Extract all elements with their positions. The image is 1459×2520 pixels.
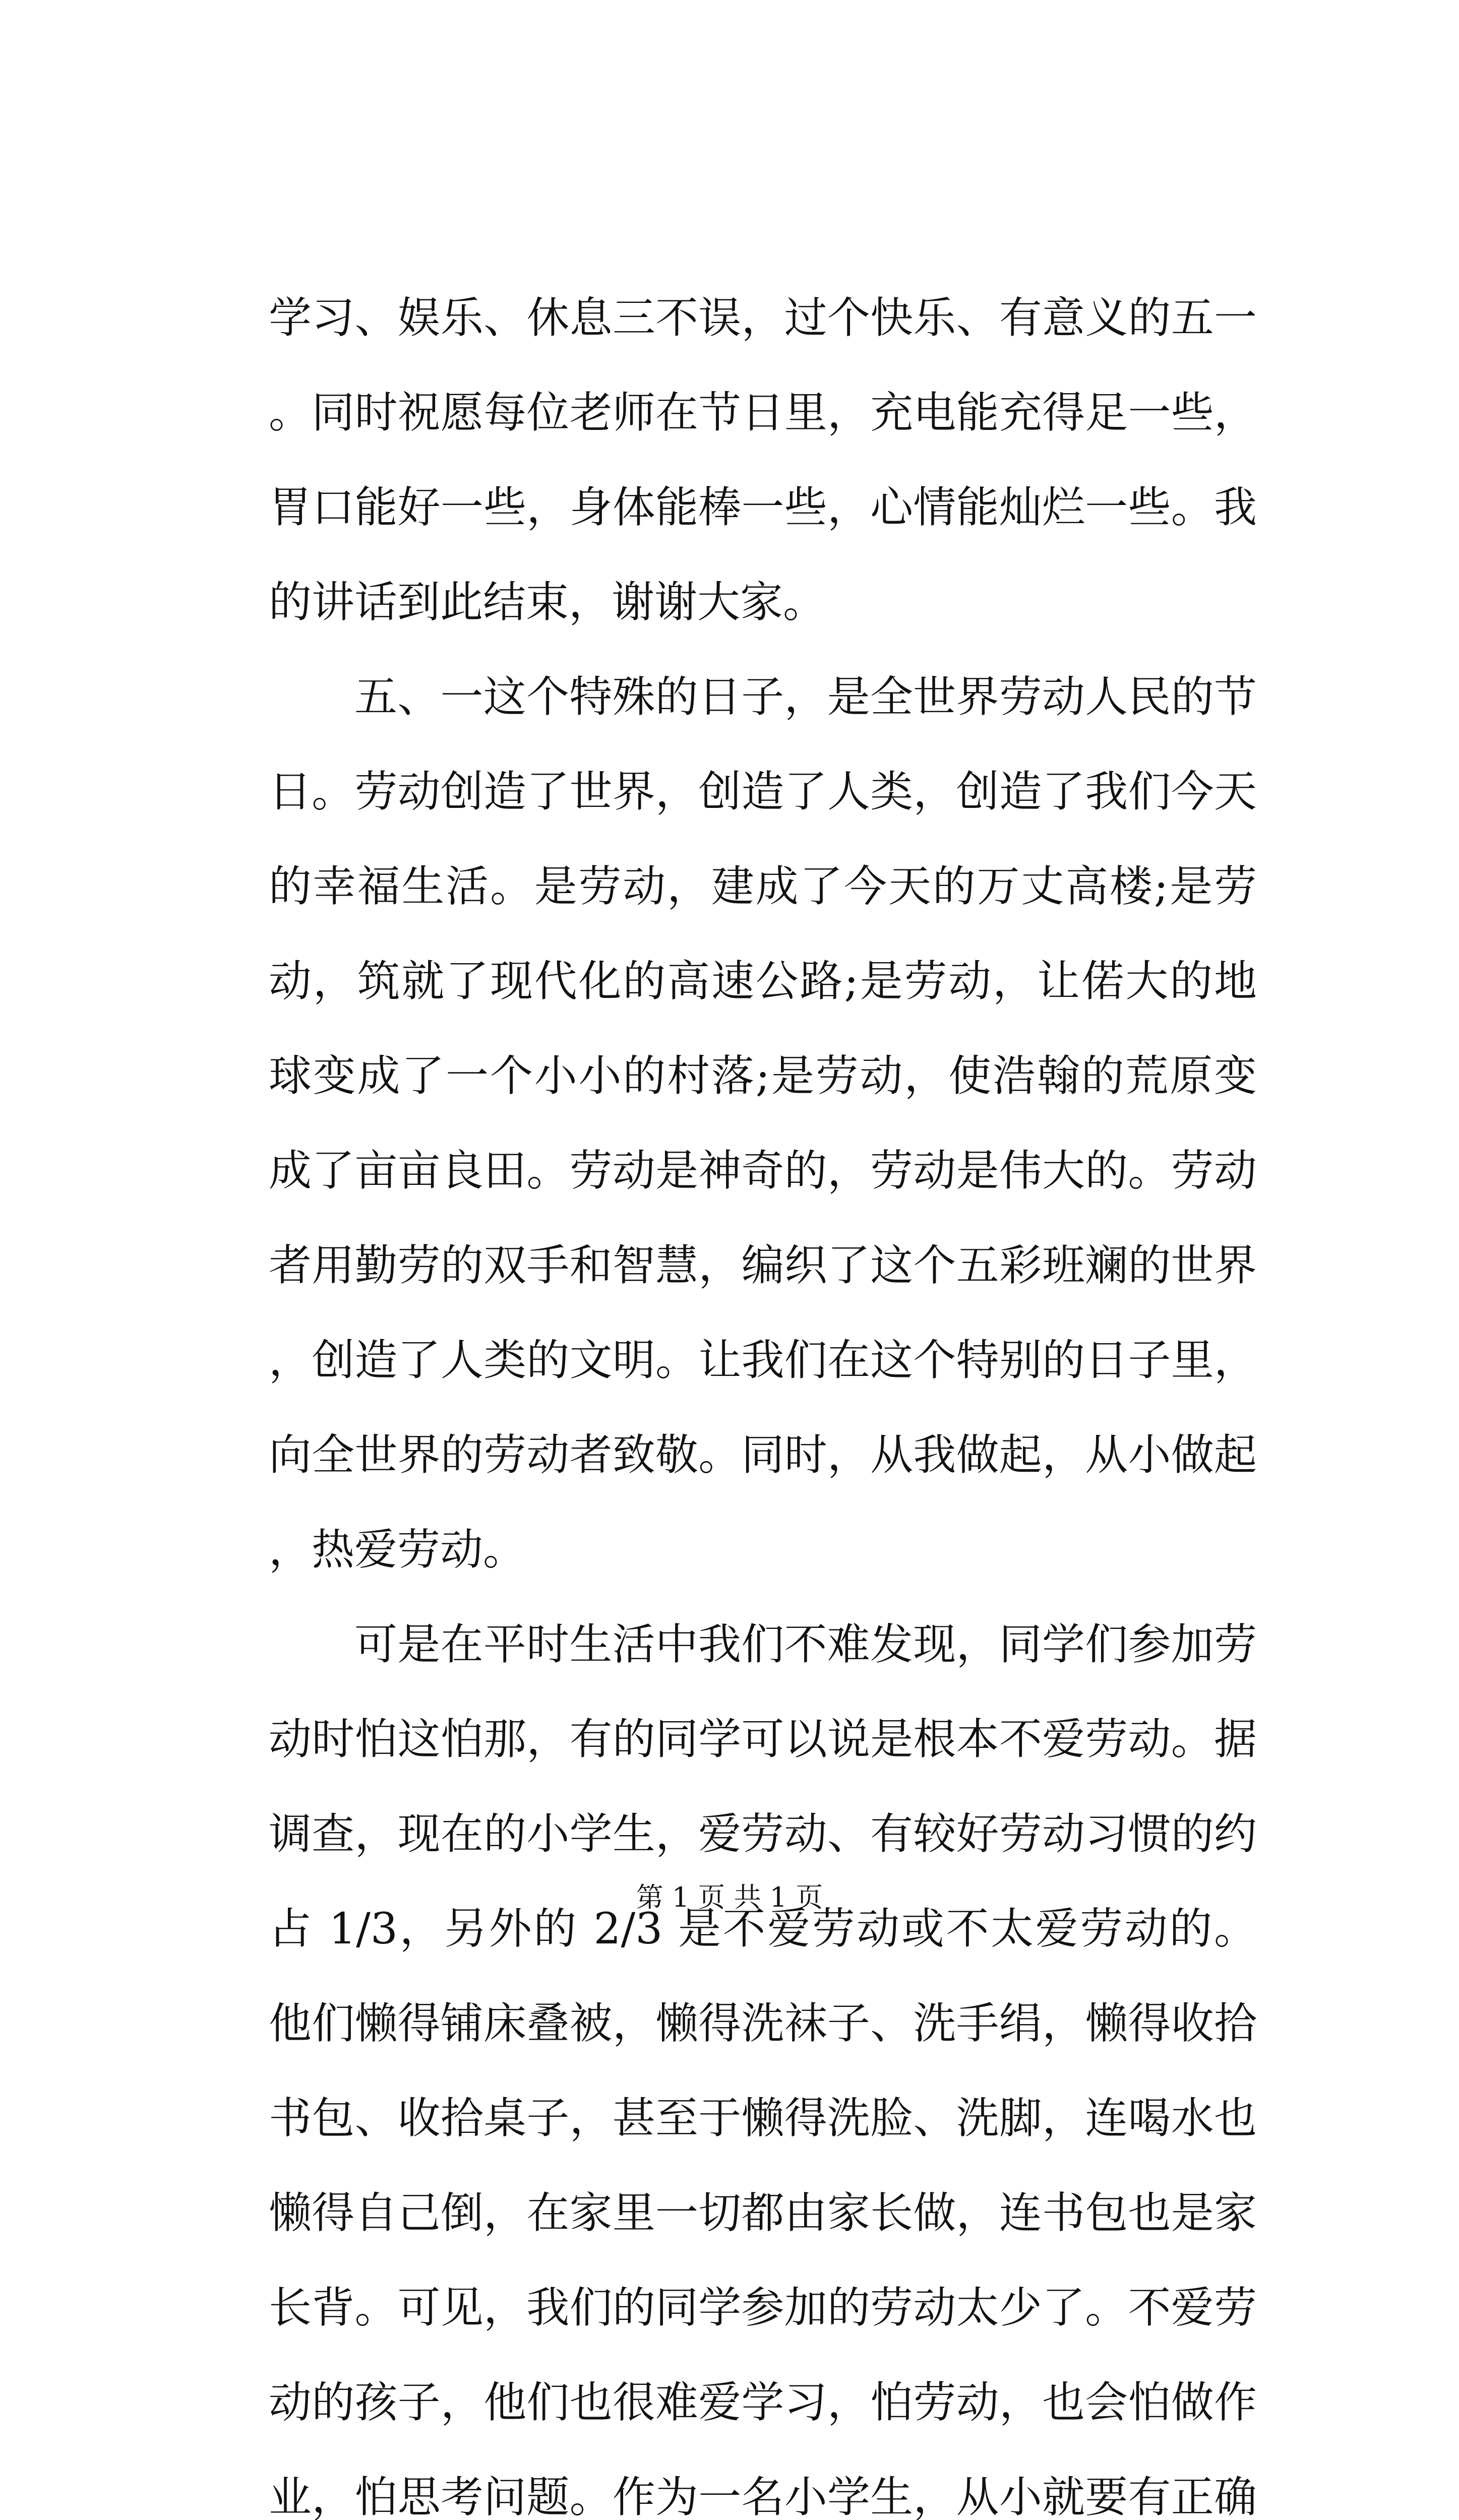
page-number-footer: 第 1 页 共 1 页 [636,1881,823,1913]
document-body [269,271,1257,2520]
paragraph-3: 可是在平时生活中我们不难发现，同学们参加劳动时怕这怕那，有的同学可以说是根本不爱劳动。据调查，现在的小学生，爱劳动、有较好劳动习惯的约占 1/3，另外的 2/3 是不爱劳动或不太爱劳动的。他们懒得铺床叠被，懒得洗袜子、洗手绢，懒得收拾书包、收拾桌子，甚至于懒得洗脸、洗脚，连喝水也懒得自己倒，在家里一切都由家长做，连书包也是家长背。可见，我们的同学参加的劳动太少了。不爱劳动的孩子，他们也很难爱学习，怕劳动，也会怕做作业，怕思考问题。作为一名小学生，从小就要有正确 [269,1620,1257,2520]
paragraph-1: 学习、娱乐、休息三不误，过个快乐、有意义的五一。同时祝愿每位老师在节日里，充电能充得足一些，胃口能好一些，身体能棒一些，心情能灿烂一些。我的讲话到此结束，谢谢大家。 [269,293,1257,627]
paragraph-2: 五、一这个特殊的日子，是全世界劳动人民的节日。劳动创造了世界，创造了人类，创造了我们今天的幸福生活。是劳动，建成了今天的万丈高楼;是劳动，筑就了现代化的高速公路;是劳动，让偌大的地球变成了一个小小的村落;是劳动，使浩翰的荒原变成了亩亩良田。劳动是神奇的，劳动是伟大的。劳动者用勤劳的双手和智慧，编织了这个五彩班斓的世界，创造了人类的文明。让我们在这个特别的日子里，向全世界的劳动者致敬。同时，从我做起，从小做起，热爱劳动。 [269,672,1257,1575]
